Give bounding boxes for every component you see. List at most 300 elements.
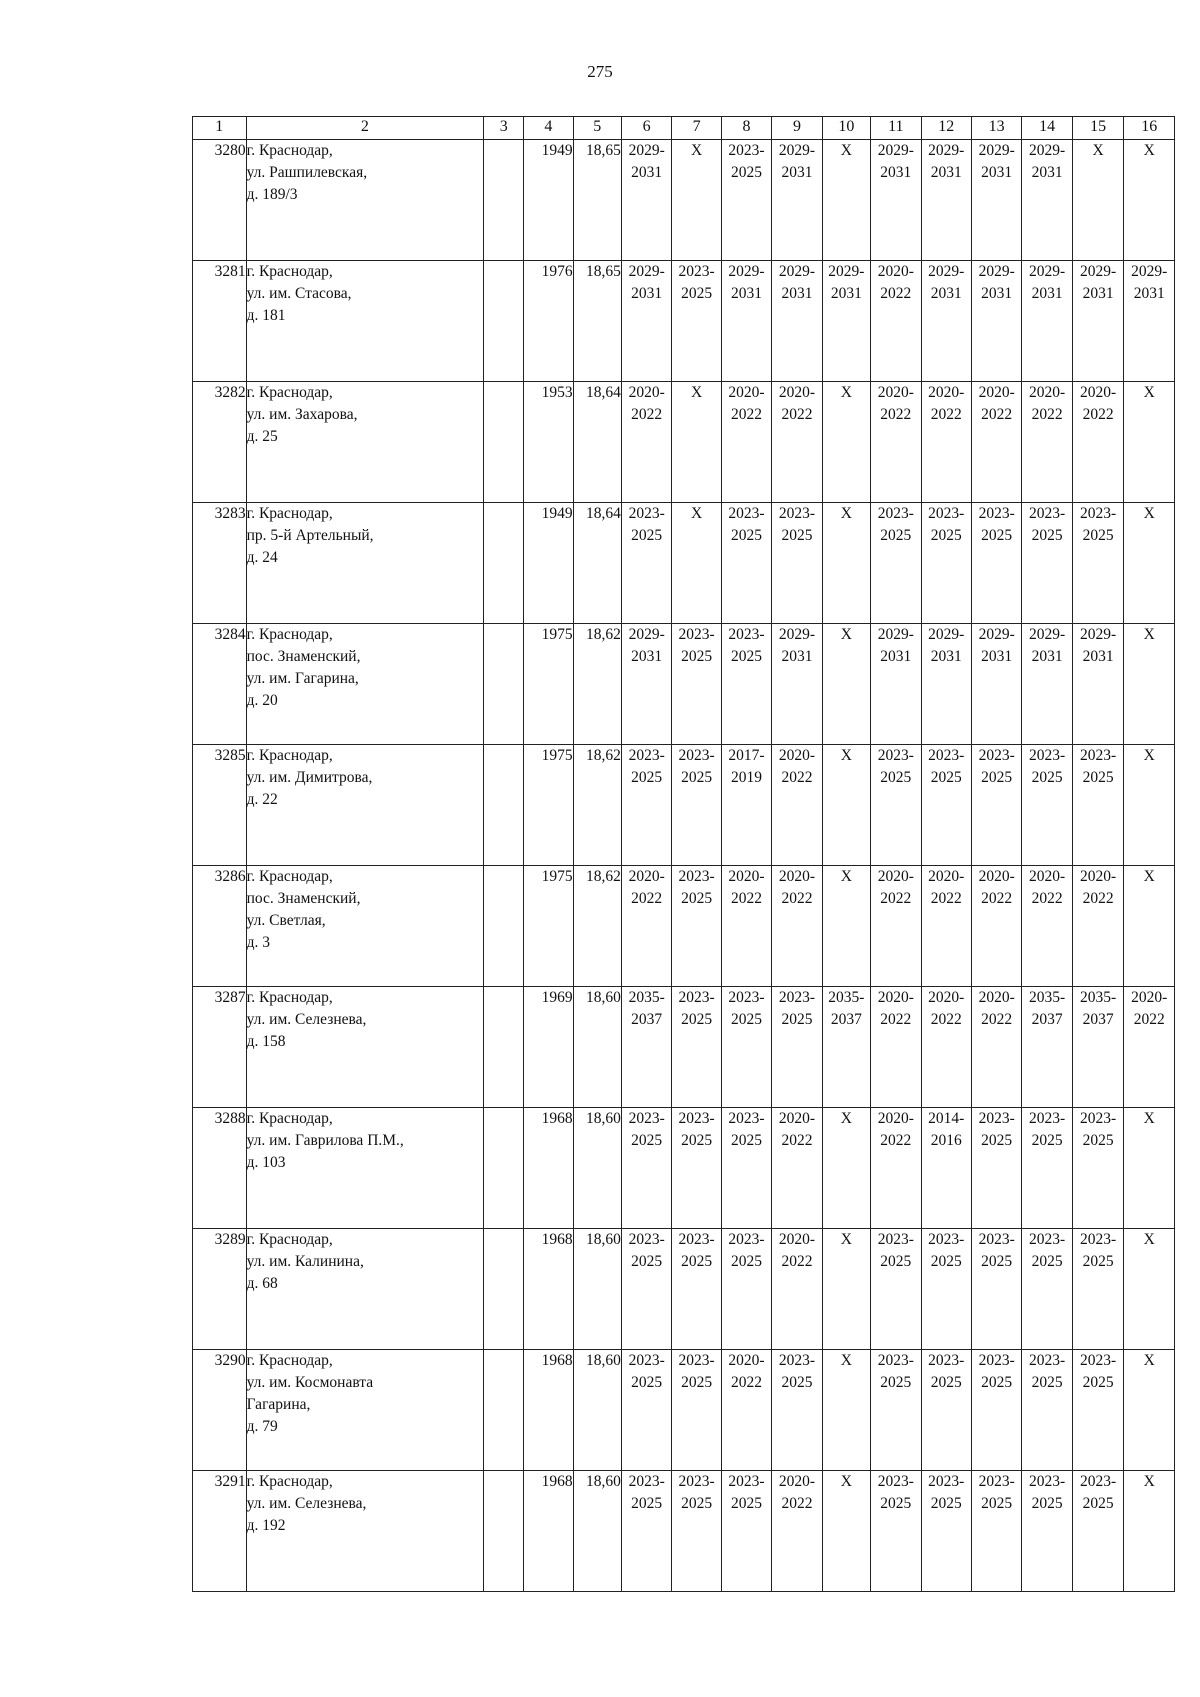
repair-period-cell: X	[822, 140, 870, 261]
period-end: 2025	[880, 1374, 912, 1391]
repair-period-cell	[871, 1471, 921, 1592]
period-end: 2025	[631, 769, 663, 786]
period-start: 2023-	[928, 1231, 965, 1248]
repair-period-cell	[971, 1229, 1021, 1350]
period-end: 2022	[781, 1253, 813, 1270]
period-end: 2022	[930, 406, 962, 423]
table-row	[193, 624, 1175, 745]
period-end: 2025	[631, 1253, 663, 1270]
period-start: 2023-	[978, 1352, 1015, 1369]
repair-period-cell	[672, 1350, 721, 1471]
period-start: 2023-	[928, 505, 965, 522]
repair-period-cell	[921, 261, 971, 382]
repair-period-cell	[772, 1350, 822, 1471]
period-start: 2029-	[1080, 263, 1117, 280]
period-end: 2025	[1082, 527, 1114, 544]
repair-period-cell	[1022, 1471, 1072, 1592]
record-number-cell	[193, 745, 247, 866]
period-start: 2014-	[928, 1110, 965, 1127]
repair-period-cell	[971, 503, 1021, 624]
period-start: 2023-	[1080, 747, 1117, 764]
period-start: 2023-	[1029, 1352, 1066, 1369]
period-end: 2025	[781, 527, 813, 544]
column-number-header: 4	[524, 117, 573, 140]
repair-period-cell	[921, 1108, 971, 1229]
period-start: 2023-	[678, 1110, 715, 1127]
period-start: 2023-	[1029, 1231, 1066, 1248]
period-start: 2023-	[678, 1473, 715, 1490]
build-year-cell: 1975	[524, 624, 573, 745]
period-end: 2031	[1031, 285, 1063, 302]
address-line: г. Краснодар,	[246, 384, 333, 401]
period-start: 2029-	[778, 626, 816, 643]
repair-period-cell	[721, 745, 771, 866]
address-line: г. Краснодар,	[246, 263, 333, 280]
record-number-cell	[193, 503, 247, 624]
repair-period-cell	[621, 140, 671, 261]
period-start: 2023-	[728, 505, 765, 522]
period-end: 2025	[981, 1253, 1013, 1270]
period-end: 2022	[731, 1374, 762, 1391]
build-year-cell: 1975	[524, 866, 573, 987]
period-start: 2020-	[778, 384, 816, 401]
period-start: 2023-	[678, 263, 715, 280]
period-end: 2025	[681, 1132, 713, 1149]
period-end: 2025	[1082, 769, 1114, 786]
repair-period-cell	[971, 866, 1021, 987]
record-number: 3290	[214, 1352, 246, 1369]
repair-period-cell: X	[822, 503, 870, 624]
period-start: 2020-	[877, 868, 914, 885]
repair-period-cell	[1072, 1108, 1124, 1229]
column-number-row	[193, 117, 1175, 140]
build-year-cell: 1969	[524, 987, 573, 1108]
record-number: 3280	[214, 142, 246, 159]
period-start: 2020-	[928, 989, 965, 1006]
period-start: 2020-	[728, 384, 765, 401]
repair-period-cell	[772, 1229, 822, 1350]
period-start: 2020-	[728, 1352, 765, 1369]
rate-cell: 18,62	[573, 624, 621, 745]
period-start: 2023-	[1080, 1110, 1117, 1127]
repair-period-cell	[721, 624, 771, 745]
period-end: 2022	[631, 890, 663, 907]
rate-cell: 18,60	[573, 1108, 621, 1229]
repair-period-cell	[621, 1471, 671, 1592]
repair-period-cell: X	[822, 1471, 870, 1592]
repair-period-cell	[1124, 261, 1175, 382]
repair-period-cell: X	[1124, 382, 1175, 503]
repair-period-cell	[971, 1108, 1021, 1229]
build-year-cell: 1975	[524, 745, 573, 866]
record-number-cell	[193, 261, 247, 382]
record-number: 3283	[214, 505, 246, 522]
period-end: 2025	[631, 1374, 663, 1391]
period-end: 2022	[1031, 890, 1063, 907]
repair-period-cell: X	[822, 624, 870, 745]
repair-period-cell	[621, 1108, 671, 1229]
period-start: 2020-	[877, 1110, 914, 1127]
repair-period-cell	[971, 382, 1021, 503]
repair-period-cell	[621, 261, 671, 382]
record-number-cell	[193, 1229, 247, 1350]
repair-period-cell	[871, 261, 921, 382]
period-start: 2029-	[828, 263, 865, 280]
address-cell	[246, 140, 484, 261]
repair-period-cell	[971, 261, 1021, 382]
period-end: 2022	[930, 890, 962, 907]
repair-period-cell	[822, 261, 870, 382]
period-end: 2037	[1031, 1011, 1063, 1028]
period-start: 2020-	[778, 747, 816, 764]
period-start: 2023-	[778, 1352, 816, 1369]
address-cell	[246, 624, 484, 745]
period-start: 2029-	[928, 626, 965, 643]
repair-period-cell	[721, 140, 771, 261]
repair-period-cell	[871, 624, 921, 745]
period-start: 2020-	[978, 868, 1015, 885]
period-start: 2023-	[877, 1473, 914, 1490]
address-cell	[246, 382, 484, 503]
repair-period-cell	[921, 1350, 971, 1471]
repair-period-cell	[1072, 624, 1124, 745]
period-end: 2031	[731, 285, 762, 302]
repair-period-cell	[621, 382, 671, 503]
period-end: 2025	[681, 285, 713, 302]
repair-period-cell	[1022, 866, 1072, 987]
period-start: 2023-	[877, 1231, 914, 1248]
period-start: 2023-	[1029, 747, 1066, 764]
period-start: 2023-	[728, 1473, 765, 1490]
period-start: 2020-	[928, 384, 965, 401]
build-year-cell: 1968	[524, 1108, 573, 1229]
column-3-cell	[484, 745, 524, 866]
address-line: д. 22	[246, 791, 278, 808]
period-end: 2025	[731, 164, 762, 181]
period-start: 2023-	[1080, 505, 1117, 522]
period-end: 2022	[930, 1011, 962, 1028]
period-start: 2023-	[1080, 1473, 1117, 1490]
address-line: ул. им. Димитрова,	[246, 769, 373, 786]
address-line: ул. им. Селезнева,	[246, 1011, 367, 1028]
address-line: ул. им. Захарова,	[246, 406, 358, 423]
period-start: 2023-	[1080, 1231, 1117, 1248]
address-cell	[246, 261, 484, 382]
record-number-cell	[193, 624, 247, 745]
address-line: д. 192	[246, 1517, 286, 1534]
period-start: 2023-	[928, 747, 965, 764]
period-end: 2022	[1082, 406, 1114, 423]
repair-period-cell	[772, 987, 822, 1108]
period-start: 2023-	[728, 989, 765, 1006]
period-start: 2023-	[628, 1473, 665, 1490]
build-year-cell: 1949	[524, 503, 573, 624]
table-body	[193, 140, 1175, 1592]
table-row	[193, 987, 1175, 1108]
period-start: 2017-	[728, 747, 765, 764]
address-cell	[246, 866, 484, 987]
repair-period-cell	[871, 866, 921, 987]
column-number-header: 15	[1072, 117, 1124, 140]
period-end: 2025	[1082, 1374, 1114, 1391]
record-number: 3281	[214, 263, 246, 280]
period-end: 2031	[781, 285, 813, 302]
record-number: 3291	[214, 1473, 246, 1490]
period-start: 2029-	[728, 263, 765, 280]
period-end: 2025	[681, 890, 713, 907]
period-end: 2025	[731, 527, 762, 544]
period-end: 2031	[981, 164, 1013, 181]
period-end: 2031	[880, 164, 912, 181]
period-start: 2029-	[778, 142, 816, 159]
period-end: 2016	[930, 1132, 962, 1149]
repair-period-cell	[621, 1229, 671, 1350]
period-end: 2025	[1031, 1374, 1063, 1391]
repair-period-cell	[772, 382, 822, 503]
period-end: 2025	[930, 1374, 962, 1391]
period-start: 2029-	[1029, 142, 1066, 159]
column-3-cell	[484, 624, 524, 745]
address-line: ул. им. Стасова,	[246, 285, 352, 302]
repair-period-cell	[672, 987, 721, 1108]
period-end: 2022	[781, 890, 813, 907]
repair-period-cell	[871, 1229, 921, 1350]
repair-period-cell	[772, 866, 822, 987]
repair-period-cell	[1124, 987, 1175, 1108]
address-line: г. Краснодар,	[246, 505, 333, 522]
period-end: 2025	[681, 1253, 713, 1270]
period-start: 2023-	[978, 1231, 1015, 1248]
repair-period-cell	[921, 382, 971, 503]
period-start: 2023-	[728, 1110, 765, 1127]
column-number-header: 2	[246, 117, 484, 140]
repair-period-cell	[1022, 1350, 1072, 1471]
table-row	[193, 1229, 1175, 1350]
address-line: г. Краснодар,	[246, 1352, 333, 1369]
period-start: 2023-	[628, 1110, 665, 1127]
period-start: 2029-	[978, 142, 1015, 159]
period-start: 2029-	[1080, 626, 1117, 643]
repair-period-cell	[921, 987, 971, 1108]
repair-period-cell	[721, 261, 771, 382]
period-end: 2031	[930, 164, 962, 181]
period-end: 2025	[1031, 1132, 1063, 1149]
repair-period-cell: X	[672, 503, 721, 624]
period-end: 2022	[880, 1011, 912, 1028]
repair-period-cell	[772, 624, 822, 745]
period-end: 2025	[731, 1253, 762, 1270]
address-line: ул. им. Селезнева,	[246, 1495, 367, 1512]
column-3-cell	[484, 866, 524, 987]
period-start: 2023-	[928, 1473, 965, 1490]
repair-period-cell	[921, 866, 971, 987]
period-end: 2022	[880, 890, 912, 907]
repair-period-cell	[772, 1471, 822, 1592]
address-line: г. Краснодар,	[246, 1110, 333, 1127]
table-row	[193, 261, 1175, 382]
period-end: 2037	[830, 1011, 862, 1028]
address-line: ул. Светлая,	[246, 912, 326, 929]
repair-period-cell	[871, 1350, 921, 1471]
repair-period-cell	[772, 140, 822, 261]
repair-period-cell	[1022, 503, 1072, 624]
column-number-header: 12	[921, 117, 971, 140]
period-end: 2022	[1082, 890, 1114, 907]
repair-period-cell: X	[1124, 140, 1175, 261]
period-start: 2020-	[778, 1110, 816, 1127]
rate-cell: 18,60	[573, 1471, 621, 1592]
repair-period-cell	[721, 987, 771, 1108]
address-line: Гагарина,	[246, 1396, 311, 1413]
period-start: 2023-	[978, 747, 1015, 764]
rate-cell: 18,64	[573, 382, 621, 503]
address-line: д. 24	[246, 549, 278, 566]
period-start: 2020-	[877, 989, 914, 1006]
period-end: 2025	[731, 1132, 762, 1149]
repair-period-cell: X	[1124, 1108, 1175, 1229]
period-end: 2031	[781, 648, 813, 665]
repair-period-cell	[921, 624, 971, 745]
column-number-header: 5	[573, 117, 621, 140]
period-end: 2037	[631, 1011, 663, 1028]
repair-period-cell	[971, 140, 1021, 261]
column-number-header: 16	[1124, 117, 1175, 140]
period-start: 2023-	[1029, 1110, 1066, 1127]
period-start: 2023-	[877, 1352, 914, 1369]
record-number-cell	[193, 1350, 247, 1471]
repair-period-cell	[721, 382, 771, 503]
period-end: 2025	[1031, 769, 1063, 786]
period-end: 2031	[981, 285, 1013, 302]
period-end: 2025	[1082, 1132, 1114, 1149]
address-line: пос. Знаменский,	[246, 648, 361, 665]
repair-period-cell	[921, 1229, 971, 1350]
period-end: 2031	[1031, 164, 1063, 181]
period-end: 2022	[781, 1132, 813, 1149]
period-start: 2023-	[678, 989, 715, 1006]
table-row	[193, 745, 1175, 866]
period-end: 2031	[1031, 648, 1063, 665]
repair-period-cell	[822, 987, 870, 1108]
repair-period-cell	[721, 1471, 771, 1592]
repair-period-cell	[1022, 987, 1072, 1108]
repair-period-cell: X	[822, 1350, 870, 1471]
period-end: 2025	[930, 527, 962, 544]
address-line: г. Краснодар,	[246, 142, 333, 159]
repair-period-cell: X	[1124, 624, 1175, 745]
period-start: 2029-	[628, 626, 665, 643]
record-number: 3284	[214, 626, 246, 643]
address-line: пр. 5-й Артельный,	[246, 527, 374, 544]
repair-period-cell	[621, 503, 671, 624]
rate-cell: 18,65	[573, 261, 621, 382]
repair-period-cell	[1072, 382, 1124, 503]
period-start: 2029-	[1131, 263, 1168, 280]
period-start: 2020-	[978, 384, 1015, 401]
period-start: 2020-	[728, 868, 765, 885]
repair-period-cell	[772, 745, 822, 866]
table-row	[193, 503, 1175, 624]
repair-period-cell	[921, 140, 971, 261]
column-3-cell	[484, 140, 524, 261]
address-line: д. 158	[246, 1033, 286, 1050]
repair-period-cell	[871, 745, 921, 866]
period-start: 2020-	[628, 384, 665, 401]
column-number-header: 6	[621, 117, 671, 140]
period-start: 2023-	[628, 1231, 665, 1248]
period-end: 2025	[981, 1132, 1013, 1149]
period-end: 2025	[781, 1011, 813, 1028]
period-end: 2025	[1031, 1495, 1063, 1512]
repair-period-cell	[1072, 503, 1124, 624]
repair-period-cell	[772, 503, 822, 624]
build-year-cell: 1953	[524, 382, 573, 503]
repair-period-cell	[971, 745, 1021, 866]
repair-period-cell	[1022, 624, 1072, 745]
column-3-cell	[484, 1108, 524, 1229]
rate-cell: 18,60	[573, 987, 621, 1108]
record-number-cell	[193, 140, 247, 261]
rate-cell: 18,62	[573, 745, 621, 866]
period-end: 2031	[981, 648, 1013, 665]
page-number: 275	[587, 62, 613, 81]
address-cell	[246, 1229, 484, 1350]
period-start: 2029-	[778, 263, 816, 280]
repair-period-cell: X	[822, 866, 870, 987]
address-line: д. 189/3	[246, 186, 298, 203]
period-end: 2037	[1082, 1011, 1114, 1028]
repair-period-cell	[871, 987, 921, 1108]
record-number: 3285	[214, 747, 246, 764]
period-end: 2025	[681, 769, 713, 786]
period-end: 2025	[880, 1253, 912, 1270]
period-end: 2025	[930, 769, 962, 786]
period-end: 2025	[781, 1374, 813, 1391]
column-number-header: 13	[971, 117, 1021, 140]
repair-period-cell	[721, 1108, 771, 1229]
table-row	[193, 140, 1175, 261]
repair-period-cell	[1072, 261, 1124, 382]
period-end: 2022	[731, 890, 762, 907]
period-end: 2019	[731, 769, 762, 786]
period-end: 2031	[1082, 285, 1114, 302]
period-end: 2031	[1133, 285, 1165, 302]
repair-period-cell	[672, 866, 721, 987]
period-start: 2023-	[678, 747, 715, 764]
period-start: 2029-	[928, 263, 965, 280]
table-row	[193, 1471, 1175, 1592]
repair-period-cell: X	[822, 1108, 870, 1229]
housing-register-table	[192, 116, 1175, 1592]
period-start: 2023-	[728, 1231, 765, 1248]
repair-period-cell	[921, 503, 971, 624]
repair-period-cell: X	[1072, 140, 1124, 261]
address-cell	[246, 1108, 484, 1229]
period-start: 2023-	[877, 747, 914, 764]
address-line: д. 79	[246, 1418, 278, 1435]
period-start: 2029-	[978, 626, 1015, 643]
address-line: д. 3	[246, 934, 270, 951]
period-start: 2029-	[628, 142, 665, 159]
address-line: д. 25	[246, 428, 278, 445]
period-start: 2020-	[1080, 384, 1117, 401]
period-end: 2025	[880, 769, 912, 786]
period-start: 2020-	[1080, 868, 1117, 885]
period-start: 2023-	[877, 505, 914, 522]
rate-cell: 18,60	[573, 1229, 621, 1350]
period-start: 2023-	[678, 1231, 715, 1248]
period-start: 2023-	[1029, 505, 1066, 522]
